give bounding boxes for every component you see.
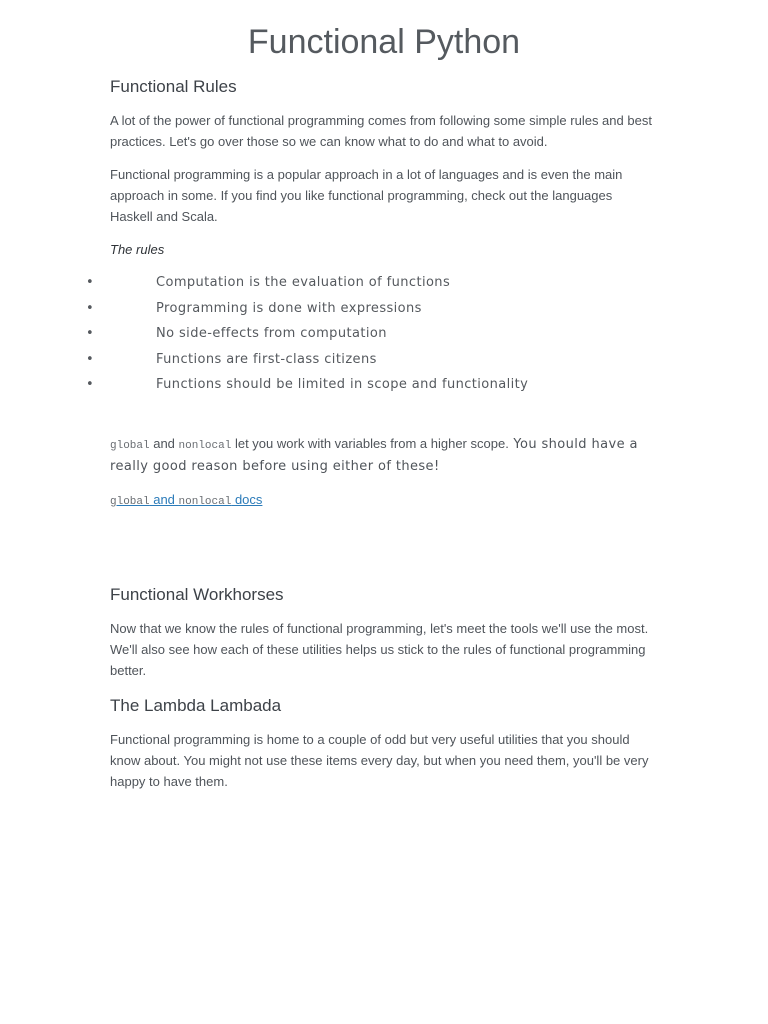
bullet-icon: • — [86, 326, 95, 342]
link-code-global: global — [110, 496, 150, 508]
section-heading-functional-rules: Functional Rules — [110, 77, 237, 96]
docs-link-paragraph — [110, 489, 655, 513]
rules-label: The rules — [110, 242, 165, 257]
list-item — [0, 323, 768, 349]
rule-text: Computation is the evaluation of functions — [156, 275, 451, 290]
link-and: and — [149, 492, 179, 507]
scope-note-and: and — [149, 436, 179, 451]
link-suffix: docs — [231, 492, 263, 507]
rule-text: Programming is done with expressions — [156, 300, 422, 316]
section-heading-lambda-lambada: The Lambda Lambada — [110, 696, 282, 715]
bullet-icon: • — [86, 300, 95, 316]
rule-text: Functions should be limited in scope and functionality — [156, 377, 529, 393]
section-heading-functional-workhorses: Functional Workhorses — [110, 585, 284, 604]
list-item — [0, 349, 768, 375]
lambda-paragraph: Functional programming is home to a couple of odd but very useful utilities that you should know about. You might not use these items every day, but when you need them, you'll be very happy to have them. — [110, 732, 649, 789]
scope-note-paragraph — [110, 434, 655, 476]
list-item — [0, 272, 768, 298]
scope-note-text-b: You should have a really good reason before using either of these! — [110, 437, 638, 474]
list-item — [0, 298, 768, 324]
rules-second-paragraph: Functional programming is a popular approach in a lot of languages and is even the main approach in some. If you find you like functional programming, check out the languages Haskell and Scala. — [110, 167, 623, 224]
docs-link[interactable] — [110, 492, 262, 507]
inline-code-global: global — [110, 440, 150, 452]
workhorses-paragraph: Now that we know the rules of functional programming, let's meet the tools we'll use the most. We'll also see how each of these utilities helps us stick to the rules of functional programming better. — [110, 621, 649, 678]
page-title: Functional Python — [247, 23, 521, 61]
inline-code-nonlocal: nonlocal — [178, 440, 232, 452]
bullet-icon: • — [86, 377, 95, 393]
scope-note-text-a: let you work with variables from a higher scope. — [231, 436, 509, 451]
rules-intro-paragraph: A lot of the power of functional programming comes from following some simple rules and best practices. Let's go over those so we can know what to do and what to avoid. — [110, 113, 652, 149]
rule-text: Functions are first-class citizens — [156, 351, 377, 367]
link-code-nonlocal: nonlocal — [178, 496, 232, 508]
rule-text: No side-effects from computation — [156, 326, 387, 342]
bullet-icon: • — [86, 351, 95, 367]
list-item — [0, 374, 768, 400]
rules-list — [0, 272, 768, 400]
bullet-icon: • — [86, 275, 95, 290]
